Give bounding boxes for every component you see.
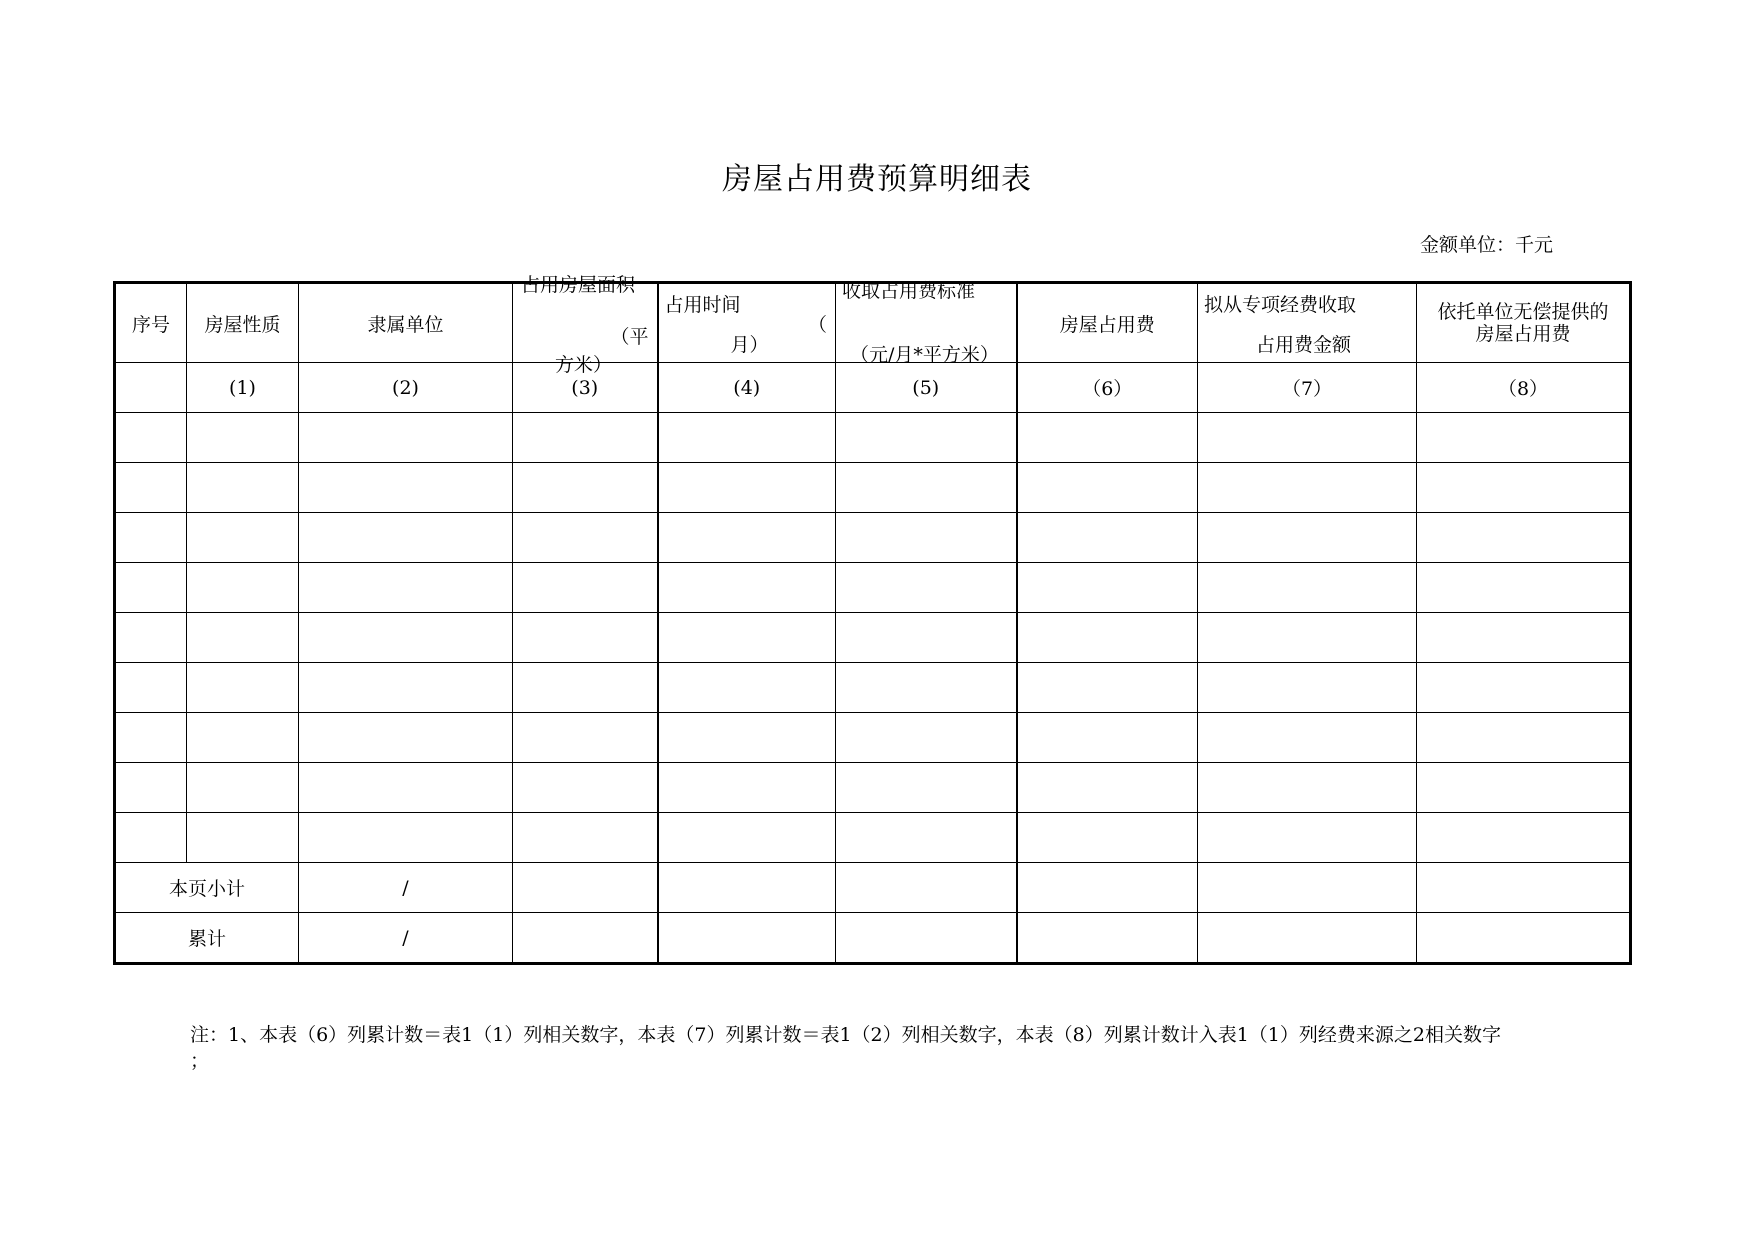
table-cell[interactable] xyxy=(513,663,658,713)
table-cell[interactable] xyxy=(513,863,658,913)
table-cell[interactable] xyxy=(187,613,299,663)
table-cell[interactable] xyxy=(1017,613,1198,663)
table-cell[interactable] xyxy=(513,913,658,964)
header-standard-line1: 收取占用费标准 xyxy=(842,280,976,302)
header-fee: 房屋占用费 xyxy=(1017,283,1198,363)
column-number: (5) xyxy=(836,363,1017,413)
table-cell[interactable] xyxy=(836,613,1017,663)
table-cell[interactable] xyxy=(658,863,836,913)
table-cell[interactable] xyxy=(299,763,513,813)
table-cell[interactable] xyxy=(299,513,513,563)
table-cell[interactable] xyxy=(1198,413,1417,463)
table-cell[interactable] xyxy=(1417,813,1631,863)
table-cell[interactable] xyxy=(513,563,658,613)
table-cell[interactable] xyxy=(513,413,658,463)
table-cell[interactable] xyxy=(658,613,836,663)
table-cell[interactable] xyxy=(658,413,836,463)
header-area-line1: 占用房屋面积 xyxy=(521,274,636,296)
header-seq: 序号 xyxy=(115,283,187,363)
table-cell[interactable] xyxy=(836,463,1017,513)
table-cell[interactable] xyxy=(658,763,836,813)
table-cell[interactable] xyxy=(1017,513,1198,563)
table-cell[interactable] xyxy=(1198,463,1417,513)
header-time-line3: 月） xyxy=(730,334,769,356)
table-cell[interactable] xyxy=(187,513,299,563)
table-cell[interactable] xyxy=(1017,563,1198,613)
table-cell[interactable] xyxy=(658,663,836,713)
table-cell[interactable] xyxy=(658,713,836,763)
table-row xyxy=(115,713,1631,763)
table-cell[interactable] xyxy=(658,463,836,513)
subtotal-label: 本页小计 xyxy=(115,863,299,913)
table-cell[interactable] xyxy=(1417,563,1631,613)
table-cell[interactable] xyxy=(1017,413,1198,463)
table-cell[interactable] xyxy=(1198,863,1417,913)
table-cell[interactable] xyxy=(187,463,299,513)
table-cell[interactable] xyxy=(187,663,299,713)
table-cell[interactable] xyxy=(1198,763,1417,813)
table-cell[interactable] xyxy=(836,413,1017,463)
table-cell[interactable] xyxy=(1417,713,1631,763)
table-cell[interactable] xyxy=(513,813,658,863)
table-row xyxy=(115,663,1631,713)
column-number: （6） xyxy=(1017,363,1198,413)
table-cell[interactable] xyxy=(513,513,658,563)
table-cell[interactable] xyxy=(658,563,836,613)
table-cell[interactable] xyxy=(658,913,836,964)
cumulative-row xyxy=(115,913,1631,964)
table-cell[interactable] xyxy=(513,763,658,813)
table-cell[interactable] xyxy=(1017,463,1198,513)
table-cell[interactable] xyxy=(1417,863,1631,913)
table-cell[interactable] xyxy=(115,463,187,513)
table-cell[interactable] xyxy=(1198,563,1417,613)
table-cell[interactable] xyxy=(299,663,513,713)
table-cell[interactable] xyxy=(1198,613,1417,663)
table-cell[interactable] xyxy=(115,813,187,863)
table-cell[interactable] xyxy=(115,413,187,463)
header-free-line2: 房屋占用费 xyxy=(1475,323,1571,345)
table-cell[interactable] xyxy=(1417,663,1631,713)
table-cell[interactable] xyxy=(1198,513,1417,563)
column-number: (3) xyxy=(513,363,658,413)
header-special-line1: 拟从专项经费收取 xyxy=(1204,294,1357,316)
table-cell[interactable] xyxy=(1017,713,1198,763)
table-cell[interactable] xyxy=(187,563,299,613)
table-cell[interactable] xyxy=(299,563,513,613)
header-time xyxy=(658,283,836,363)
table-cell[interactable] xyxy=(1198,713,1417,763)
header-free xyxy=(1417,283,1631,363)
table-cell[interactable] xyxy=(1417,413,1631,463)
amount-unit-label: 金额单位：千元 xyxy=(1420,234,1554,256)
table-cell[interactable] xyxy=(115,763,187,813)
table-row xyxy=(115,413,1631,463)
table-cell[interactable] xyxy=(115,563,187,613)
table-cell[interactable] xyxy=(836,513,1017,563)
column-number-empty xyxy=(115,363,187,413)
header-area-line2: （平 xyxy=(610,326,649,348)
table-cell[interactable] xyxy=(1417,763,1631,813)
header-nature: 房屋性质 xyxy=(187,283,299,363)
table-row xyxy=(115,813,1631,863)
table-row xyxy=(115,613,1631,663)
table-cell[interactable] xyxy=(1198,663,1417,713)
page-title: 房屋占用费预算明细表 xyxy=(722,162,1032,197)
table-cell[interactable] xyxy=(513,613,658,663)
table-cell[interactable] xyxy=(1017,763,1198,813)
table-cell[interactable] xyxy=(115,513,187,563)
table-cell[interactable] xyxy=(115,713,187,763)
column-number: (2) xyxy=(299,363,513,413)
column-number-row xyxy=(115,363,1631,413)
table-cell[interactable] xyxy=(187,413,299,463)
table-cell[interactable] xyxy=(1417,913,1631,964)
column-number: (1) xyxy=(187,363,299,413)
footnote xyxy=(190,1022,1630,1074)
table-cell[interactable] xyxy=(1417,513,1631,563)
table-cell[interactable] xyxy=(1017,663,1198,713)
table-cell[interactable] xyxy=(836,763,1017,813)
table-cell[interactable] xyxy=(299,413,513,463)
table-cell[interactable] xyxy=(299,613,513,663)
header-area xyxy=(513,274,658,376)
table-cell[interactable] xyxy=(115,663,187,713)
table-cell[interactable] xyxy=(187,813,299,863)
header-unit: 隶属单位 xyxy=(299,283,513,363)
table-cell[interactable] xyxy=(658,813,836,863)
footnote-line1: 注：1、本表（6）列累计数＝表1（1）列相关数字，本表（7）列累计数＝表1（2）列相关数字，本表（8）列累计数计入表1（1）列经费来源之2相关数字 xyxy=(190,1024,1501,1046)
table-cell[interactable] xyxy=(836,563,1017,613)
table-cell[interactable] xyxy=(658,513,836,563)
header-time-line2: （ xyxy=(807,314,827,336)
column-number: (4) xyxy=(658,363,836,413)
table-row xyxy=(115,513,1631,563)
table-row xyxy=(115,763,1631,813)
table-cell[interactable] xyxy=(299,463,513,513)
table-cell[interactable] xyxy=(1417,463,1631,513)
table-cell[interactable] xyxy=(513,463,658,513)
subtotal-unit-value: / xyxy=(299,863,513,913)
column-number: （7） xyxy=(1198,363,1417,413)
table-cell[interactable] xyxy=(299,813,513,863)
table-row xyxy=(115,463,1631,513)
table-cell[interactable] xyxy=(1198,913,1417,964)
table-cell[interactable] xyxy=(187,763,299,813)
column-number: （8） xyxy=(1417,363,1631,413)
header-time-line1: 占用时间 xyxy=(664,294,741,316)
table-cell[interactable] xyxy=(1198,813,1417,863)
budget-table xyxy=(113,274,1632,965)
table-cell[interactable] xyxy=(1017,813,1198,863)
table-cell[interactable] xyxy=(836,813,1017,863)
cumulative-label: 累计 xyxy=(115,913,299,964)
table-cell[interactable] xyxy=(1417,613,1631,663)
header-row xyxy=(115,283,1631,363)
header-special xyxy=(1198,283,1417,363)
table-cell[interactable] xyxy=(115,613,187,663)
cumulative-unit-value: / xyxy=(299,913,513,964)
header-free-line1: 依托单位无偿提供的 xyxy=(1437,301,1609,323)
table-cell[interactable] xyxy=(299,713,513,763)
table-cell[interactable] xyxy=(187,713,299,763)
header-area-line3: 方米） xyxy=(555,354,613,376)
table-cell[interactable] xyxy=(1017,863,1198,913)
subtotal-row xyxy=(115,863,1631,913)
table-cell[interactable] xyxy=(836,863,1017,913)
table-row xyxy=(115,563,1631,613)
table-cell[interactable] xyxy=(836,713,1017,763)
header-standard-line2: （元/月*平方米） xyxy=(850,344,999,366)
table-cell[interactable] xyxy=(513,713,658,763)
header-standard xyxy=(836,280,1017,366)
table-cell[interactable] xyxy=(836,913,1017,964)
table-cell[interactable] xyxy=(836,663,1017,713)
header-special-line2: 占用费金额 xyxy=(1256,334,1352,356)
footnote-line2: ； xyxy=(190,1050,210,1072)
table-cell[interactable] xyxy=(1017,913,1198,964)
